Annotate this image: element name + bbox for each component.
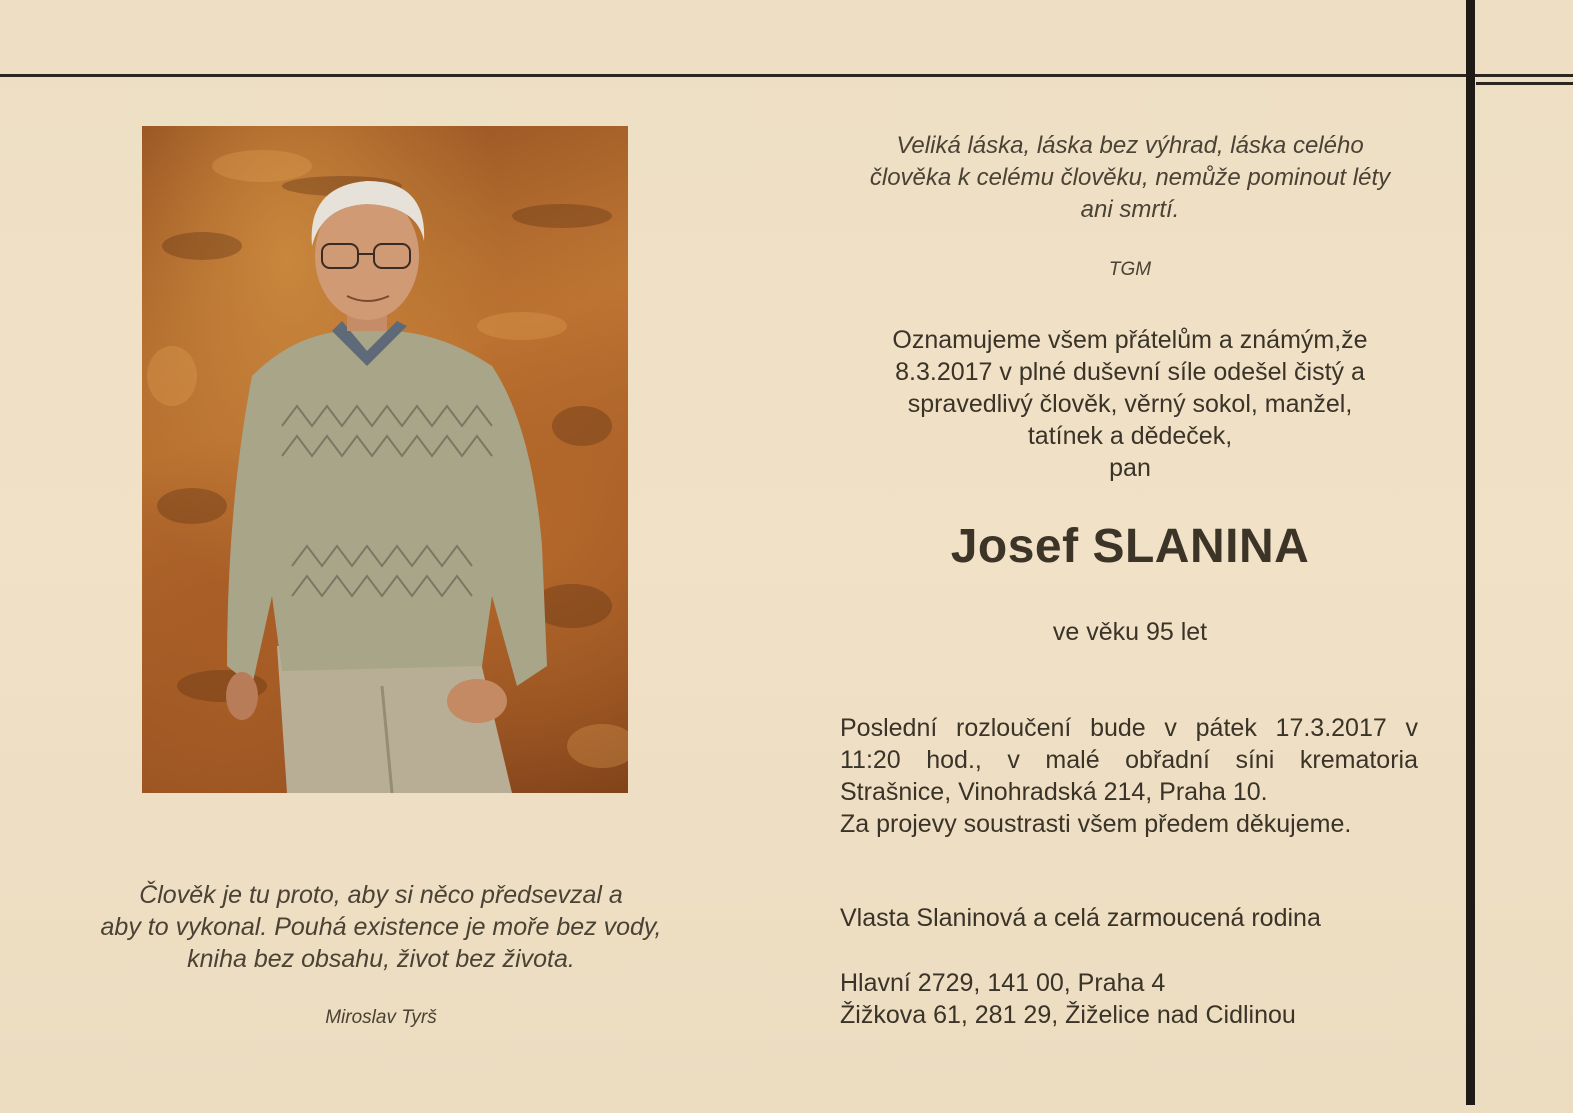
announcement-line: Oznamujeme všem přátelům a známým,že — [892, 326, 1368, 354]
family-signature: Vlasta Slaninová a celá zarmoucená rodina — [840, 904, 1321, 932]
address-line: Hlavní 2729, 141 00, Praha 4 — [840, 969, 1166, 997]
announcement-line: 8.3.2017 v plné duševní síle odešel čistý a — [895, 358, 1365, 386]
quote-line: člověka k celému člověku, nemůže pominout léty — [869, 164, 1391, 191]
deceased-name: Josef SLANINA — [950, 520, 1310, 573]
announcement-line: pan — [1109, 454, 1151, 482]
farewell-details — [840, 712, 1418, 840]
farewell-line: Strašnice, Vinohradská 214, Praha 10. — [840, 778, 1268, 806]
quote-line: aby to vykonal. Pouhá existence je moře bez vody, — [100, 913, 662, 941]
announcement-text — [820, 324, 1440, 484]
quote-line: Veliká láska, láska bez výhrad, láska celého — [896, 132, 1364, 159]
deceased-age: ve věku 95 let — [1052, 618, 1208, 646]
farewell-line: Poslední rozloučení bude v pátek 17.3.2017 v — [840, 714, 1418, 742]
top-quote-author: TGM — [1108, 259, 1152, 280]
top-quote — [820, 130, 1440, 226]
quote-line: Člověk je tu proto, aby si něco předsevzal a — [139, 881, 623, 909]
farewell-line: 11:20 hod., v malé obřadní síni krematoria — [840, 746, 1418, 774]
address-line: Žižkova 61, 281 29, Žiželice nad Cidlinou — [840, 1001, 1296, 1029]
right-border-line — [1466, 0, 1475, 1105]
bottom-quote-author: Miroslav Tyrš — [325, 1007, 437, 1028]
quote-line: ani smrtí. — [1080, 196, 1180, 223]
top-border-line — [0, 74, 1573, 77]
farewell-line: Za projevy soustrasti všem předem děkujeme. — [840, 810, 1352, 838]
announcement-line: tatínek a dědeček, — [1027, 422, 1233, 450]
top-right-border-line — [1476, 82, 1573, 85]
portrait-photo — [142, 126, 628, 793]
announcement-line: spravedlivý člověk, věrný sokol, manžel, — [907, 390, 1353, 418]
quote-line: kniha bez obsahu, život bez života. — [187, 945, 575, 973]
addresses — [840, 967, 1440, 1031]
bottom-quote — [70, 879, 692, 975]
